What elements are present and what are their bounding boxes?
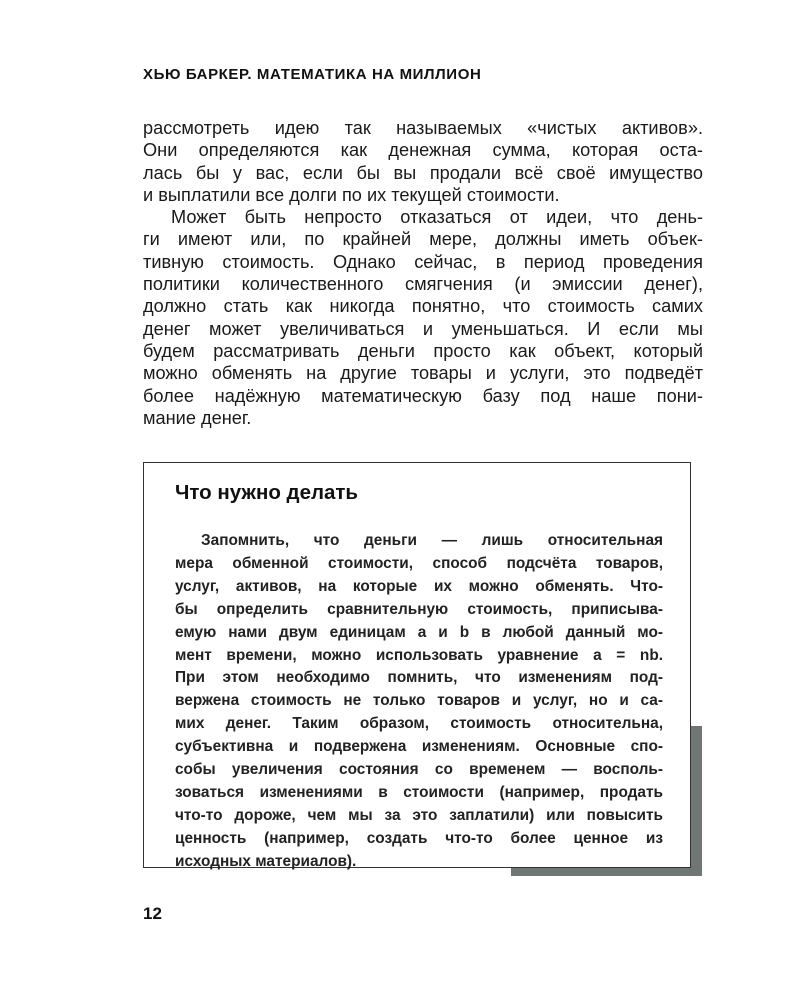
text-line: Может быть непросто отказаться от идеи, что день-	[171, 207, 703, 228]
text-line: тивную стоимость. Однако сейчас, в период проведения	[143, 251, 703, 272]
text-line: и выплатили все долги по их текущей стоимости.	[143, 184, 560, 205]
box-text-line: мих денег. Таким образом, стоимость относительна,	[175, 715, 663, 733]
text-line: мание денег.	[143, 407, 252, 428]
page-number: 12	[143, 904, 162, 923]
sidebar-box	[143, 462, 691, 868]
box-text-line: Запомнить, что деньги — лишь относительная	[201, 532, 663, 549]
text-line: более надёжную математическую базу под наше пони-	[143, 385, 703, 406]
box-text-line: емую нами двум единицам a и b в любой данный мо-	[175, 623, 663, 641]
paragraph-2	[143, 206, 703, 429]
box-text-line: исходных материалов).	[175, 852, 357, 870]
box-text-line: субъективна и подвержена изменениям. Основные спо-	[175, 738, 663, 756]
text-line: будем рассматривать деньги просто как объект, который	[143, 340, 703, 361]
box-text-line: собы увеличения состояния со временем — восполь-	[175, 761, 663, 779]
box-text-line: При этом необходимо помнить, что изменениям под-	[175, 669, 663, 687]
text-line: ги имеют или, по крайней мере, должны иметь объек-	[143, 229, 703, 250]
box-text-line: услуг, активов, на которые их можно обменять. Что-	[175, 577, 663, 595]
box-text	[175, 530, 663, 874]
text-line: рассмотреть идею так называемых «чистых активов».	[143, 118, 703, 138]
paragraph-1	[143, 117, 703, 206]
box-text-line: мера обменной стоимости, способ подсчёта товаров,	[175, 554, 663, 572]
box-text-line: мент времени, можно использовать уравнение a = nb.	[175, 646, 663, 664]
text-line: денег может увеличиваться и уменьшаться. И если мы	[143, 318, 703, 339]
box-text-line: вержена стоимость не только товаров и услуг, но и са-	[175, 692, 663, 710]
box-text-line: что-то дороже, чем мы за это заплатили) или повысить	[175, 806, 663, 824]
box-text-line: зоваться изменениями в стоимости (например, продать	[175, 783, 663, 801]
text-line: политики количественного смягчения (и эмиссии денег),	[143, 274, 703, 295]
text-line: можно обменять на другие товары и услуги, это подведёт	[143, 363, 703, 384]
body-text	[143, 117, 703, 429]
box-text-line: бы определить сравнительную стоимость, приписыва-	[175, 600, 663, 618]
text-line: должно стать как никогда понятно, что стоимость самих	[143, 296, 703, 317]
text-line: Они определяются как денежная сумма, которая оста-	[143, 140, 703, 161]
running-head: ХЬЮ БАРКЕР. МАТЕМАТИКА НА МИЛЛИОН	[143, 66, 482, 83]
text-line: лась бы у вас, если бы вы продали всё своё имущество	[143, 162, 703, 183]
box-title: Что нужно делать	[175, 481, 359, 504]
box-text-line: ценность (например, создать что-то более ценное из	[175, 829, 663, 847]
